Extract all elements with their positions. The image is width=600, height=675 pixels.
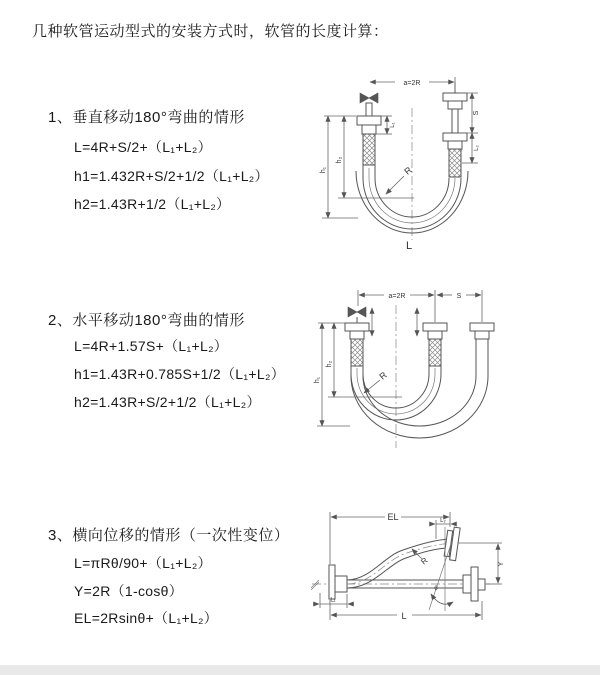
d3-label-theta: θ xyxy=(434,586,438,592)
d2-label-a2r: a=2R xyxy=(388,293,406,300)
d2-radius-leader xyxy=(364,369,389,393)
d2-label-h2: h₂ xyxy=(326,360,333,368)
d3-break-mark xyxy=(311,580,319,590)
d2-label-r: R xyxy=(377,369,389,382)
section3-formula-EL: EL=2Rsinθ+（L₁+L₂） xyxy=(74,610,219,626)
d1-radius-leader xyxy=(386,164,414,194)
d3-label-l: L xyxy=(401,611,407,621)
valve-icon xyxy=(348,307,366,317)
d2-dim-s xyxy=(437,293,481,300)
section2-formula-L: L=4R+1.57S+（L₁+L₂） xyxy=(74,338,229,354)
d3-dim-l xyxy=(330,597,482,621)
d1-label-l: L xyxy=(405,240,413,252)
d1-label-s: S xyxy=(473,110,480,116)
section1-formula-h2: h2=1.43R+1/2（L₁+L₂） xyxy=(74,196,231,212)
d2-u-bend-displaced xyxy=(351,339,488,438)
diagram-horizontal-bend xyxy=(310,280,590,472)
d1-left-braid-hose xyxy=(363,134,375,165)
section1-heading: 1、垂直移动180°弯曲的情形 xyxy=(48,109,245,126)
d1-label-h1: h₁ xyxy=(320,166,327,174)
d1-label-l2: L₂ xyxy=(474,145,480,151)
d3-upper-flange xyxy=(444,526,460,560)
d1-label-h2: h₂ xyxy=(336,156,343,164)
section3-heading: 3、横向位移的情形（一次性变位） xyxy=(48,527,290,544)
valve-icon xyxy=(360,93,378,103)
d1-label-l1: L₁ xyxy=(390,122,396,128)
diagram-vertical-bend xyxy=(312,68,592,260)
d2-label-h1: h₁ xyxy=(314,376,321,384)
d1-right-braid-hose xyxy=(449,149,461,177)
diagram-lateral-displacement xyxy=(300,493,600,657)
section3-formula-Y: Y=2R（1-cosθ） xyxy=(74,583,184,599)
d3-label-l2: L₂ xyxy=(440,518,446,524)
page-bottom-edge xyxy=(0,665,600,675)
section2-formula-h1: h1=1.43R+0.785S+1/2（L₁+L₂） xyxy=(74,366,285,382)
d3-label-y: Y xyxy=(498,561,505,567)
d2-mid-pipe xyxy=(423,323,447,366)
section1-formula-h1: h1=1.432R+S/2+1/2（L₁+L₂） xyxy=(74,168,269,184)
d1-dim-a2r xyxy=(370,77,455,91)
d2-mid-braid-hose xyxy=(429,339,441,366)
section3-formula-L: L=πRθ/90+（L₁+L₂） xyxy=(74,555,212,571)
d2-left-pipe xyxy=(345,307,369,366)
section2-formula-h2: h2=1.43R+S/2+1/2（L₁+L₂） xyxy=(74,394,261,410)
d2-label-s: S xyxy=(456,293,462,300)
d3-label-l1: L₁ xyxy=(330,597,336,604)
d3-label-el: EL xyxy=(387,512,399,522)
d3-left-flange xyxy=(329,565,347,599)
d2-dim-h1 xyxy=(314,323,350,426)
d1-label-a2r: a=2R xyxy=(403,80,421,87)
d1-label-r: R xyxy=(402,164,414,177)
d2-fitting-dims xyxy=(372,308,417,336)
section1-formula-L: L=4R+S/2+（L₁+L₂） xyxy=(74,139,212,155)
d1-dim-h1 xyxy=(320,116,358,218)
page-title: 几种软管运动型式的安装方式时，软管的长度计算： xyxy=(32,23,389,40)
d1-left-pipe xyxy=(357,93,381,165)
d2-right-pipe xyxy=(470,323,494,339)
d3-label-r: R xyxy=(419,555,430,567)
d3-dim-el xyxy=(330,512,450,564)
d3-s-curve-hose xyxy=(347,526,460,588)
d2-dim-a2r xyxy=(358,290,482,322)
d2-left-braid-hose xyxy=(351,339,363,366)
section2-heading: 2、水平移动180°弯曲的情形 xyxy=(48,312,245,329)
